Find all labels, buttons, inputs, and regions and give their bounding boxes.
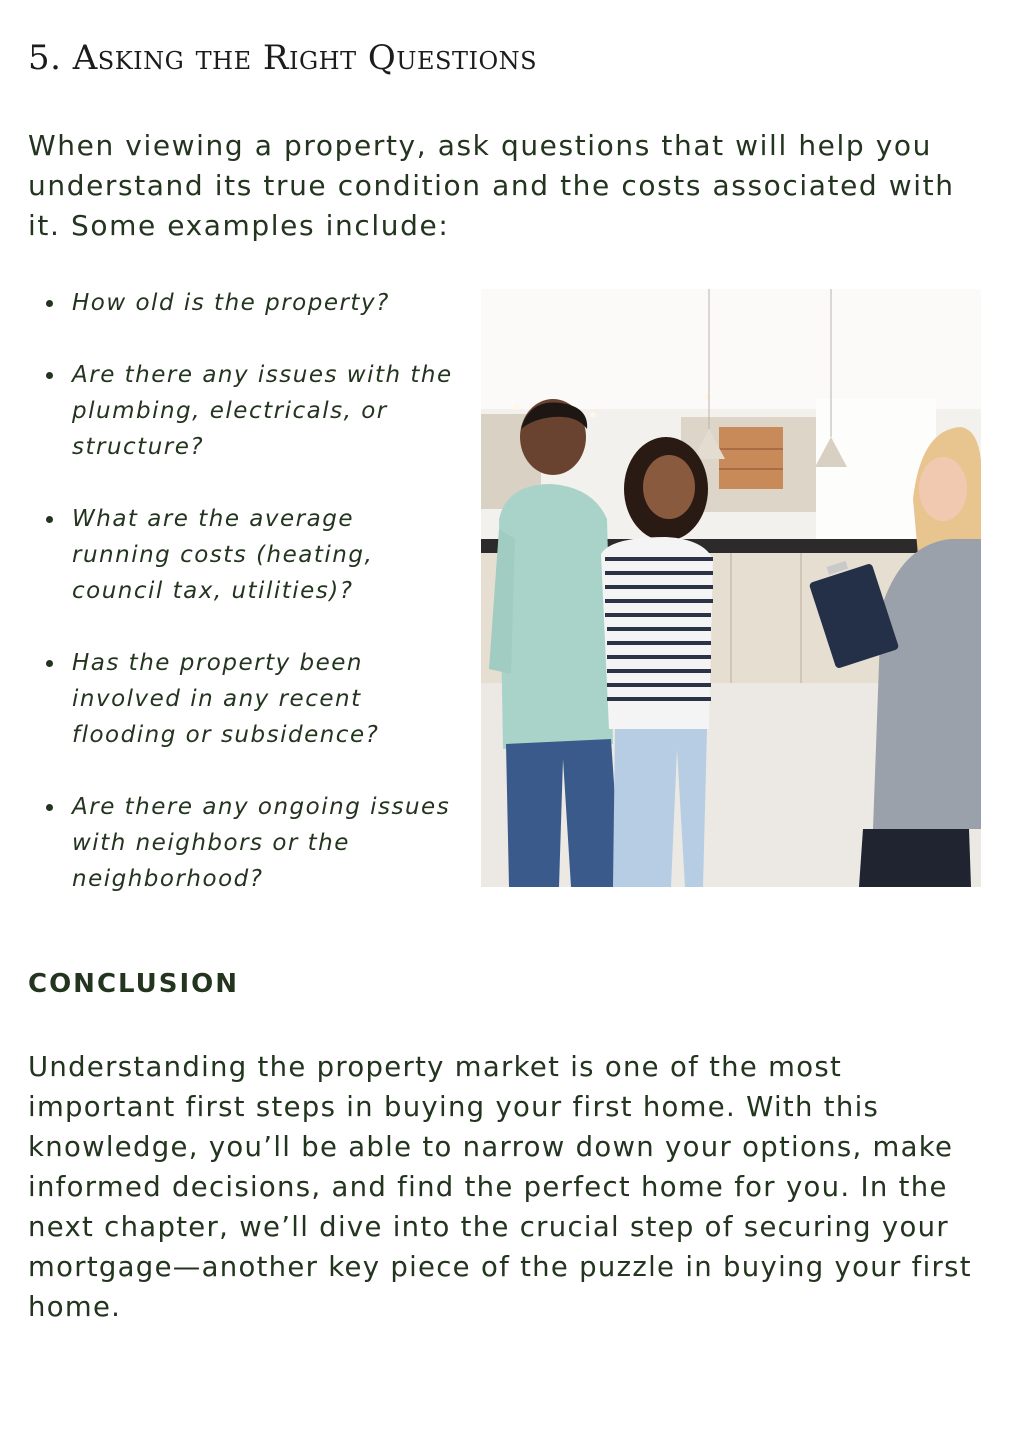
question-text: What are the average running costs (heating, council tax, utilities)?: [72, 506, 374, 604]
question-text: Are there any issues with the plumbing, electricals, or structure?: [72, 362, 453, 460]
question-text: How old is the property?: [72, 290, 390, 316]
list-item: [42, 285, 462, 321]
section-title: 5. Asking the Right Questions: [28, 38, 538, 78]
conclusion-heading: CONCLUSION: [28, 969, 240, 999]
bullet-icon: [46, 660, 53, 667]
list-item: [42, 501, 462, 609]
bullet-icon: [46, 300, 53, 307]
list-item: [42, 645, 462, 753]
question-list: [42, 285, 462, 933]
intro-paragraph: When viewing a property, ask questions that will help you understand its true condition and the costs associated with it. Some examples include:: [28, 129, 955, 242]
list-item: [42, 357, 462, 465]
bullet-icon: [46, 804, 53, 811]
bullet-icon: [46, 372, 53, 379]
question-text: Has the property been involved in any recent flooding or subsidence?: [72, 650, 380, 748]
question-text: Are there any ongoing issues with neighbors or the neighborhood?: [72, 794, 451, 892]
list-item: [42, 789, 462, 897]
conclusion-paragraph: Understanding the property market is one of the most important first steps in buying your first home. With this knowledge, you’ll be able to narrow down your options, make informed decisions, and find the perfect home for you. In the next chapter, we’ll dive into the crucial step of securing your mortgage—another key piece of the puzzle in buying your first home.: [28, 1051, 972, 1323]
bullet-icon: [46, 516, 53, 523]
property-viewing-photo: [481, 289, 981, 887]
